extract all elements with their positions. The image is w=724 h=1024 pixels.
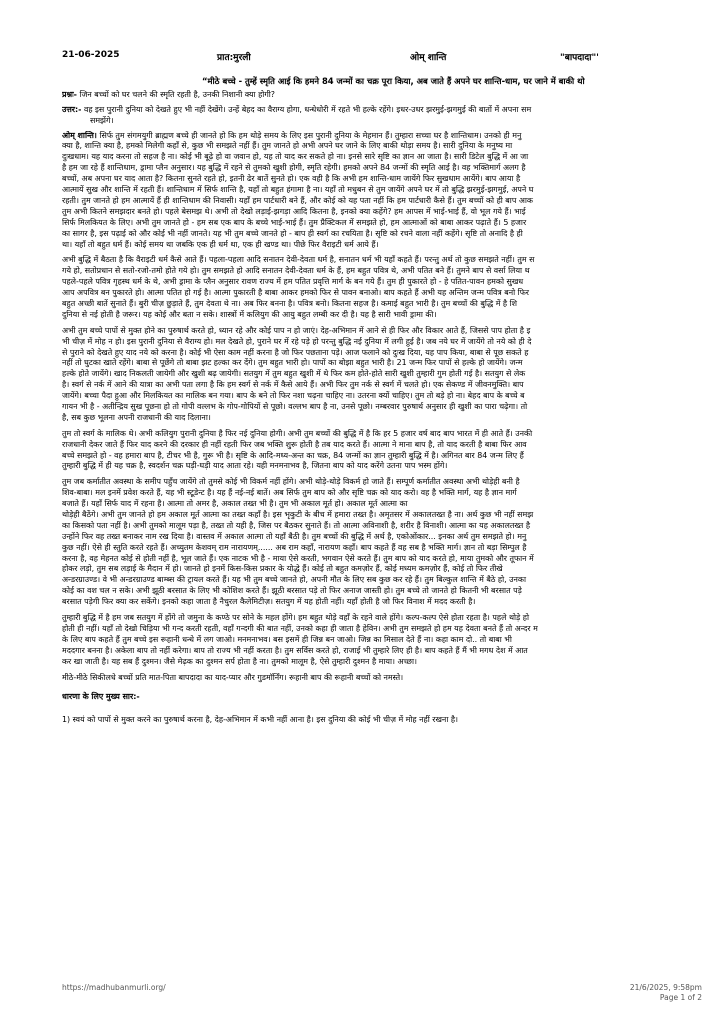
paragraph-line-text: आप अपवित्र बन पुकारते हो। आत्मा पतित हो गई है। आत्मा पुकारती है बाबा आकर हमको फिर से पावन बनाओ। बाप कहते हैं अभी यह अन्तिम जन्म पवित्र बनो फिर [62, 288, 530, 298]
paragraph-line-text: मददगार बनना है। अकेला बाप तो नहीं करेगा। बाप तो राज्य भी नहीं करता है। तुम सर्विस करते हो, राजाई भी तुम्हारे लिए ही है। बाप कहते हैं मैं भी मगध देश में आत [62, 645, 528, 655]
paragraph-line [62, 510, 702, 521]
paragraph-line-text: सिर्फ मिलकियत के लिए। अभी तुम जानते हो - हम सब एक बाप के बच्चे भाई-भाई हैं। तुम प्रैक्टिकल में समझते हो, हम आत्माओं को बाबा आकर पढ़ाते हैं। 5 हजार [62, 217, 527, 227]
paragraph-line [62, 477, 702, 488]
paragraph-line [62, 521, 702, 532]
paragraph-line-text: तुम तो स्वर्ग के मालिक थे। अभी कलियुग पुरानी दुनिया है फिर नई दुनिया होगी। अभी तुम बच्चों की बुद्धि में है कि हर 5 हजार वर्ष बाद बाप भारत में ही आते हैं। उनकी [62, 428, 533, 438]
paragraph-line [62, 646, 702, 657]
paragraph-line-text: होती ही नहीं। यहाँ तो देखो चिड़िया भी गन्द करती रहती, वहाँ गन्दगी की बात नहीं, उनको कहा ही जाता है हेविन। अभी तुम समझते हो हम यह देवता बनते हैं तो अन्दर म [62, 623, 538, 633]
paragraph-line-text: कर खा जाती है। यह सब हैं दुश्मन। जैसे मेढ़क का दुश्मन सर्प होता है ना। तुमको मालूम है, ऐसे तुम्हारी दुश्मन है माया। अच्छा। [62, 656, 418, 666]
paragraph-line-text: रहती। तुम जानते हो हम आत्मायें हैं ही शान्तिधाम की निवासी। यहाँ हम पार्टधारी बने हैं, और कोई को यह पता नहीं कि हम पार्टधारी कैसे हैं। तुम बच्चों को ही बाप आक [62, 195, 533, 205]
paragraph-line-text: गये हो, सतोप्रधान से सतो-रजो-तमो होते गये हो। तुम समझते हो आदि सनातन देवी-देवता धर्म के हैं, हम बहुत पवित्र थे, अभी पतित बने हैं। तुमने बाप से वर्सा लिया थ [62, 266, 530, 276]
paragraph-line-text: क्या है, शान्ति क्या है, हमको मिलेगी कहाँ से, कुछ भी समझते नहीं हैं। तुम जानते हो अभी अपने घर जाने के लिए बाकी थोड़ा समय है। सारी दुनिया के मनुष्य मा [62, 141, 513, 151]
paragraph [62, 477, 702, 608]
paragraph-line [62, 499, 702, 510]
paragraph-line-text: दुनिया से नई होती है जरूर। यह कोई और बता न सके। शास्त्रों में कलियुग की आयु बहुत लम्बी कर दी है। यह है सारी भावी ड्रामा की। [62, 309, 437, 319]
paragraph-line [62, 207, 702, 218]
paragraph-line-text: का सागर है, इस पढ़ाई को और कोई भी नहीं जानते। यह भी तुम बच्चे जानते हो - बाप ही स्वर्ग का रचयिता है। सृष्टि को रचने वाला नहीं कहेंगे। सृष्टि तो अनादि है ही [62, 228, 523, 238]
answer-label: उत्तर:- [62, 104, 82, 114]
paragraph [62, 613, 702, 667]
paragraph [62, 429, 702, 473]
paragraph-line [62, 277, 702, 288]
paragraph-line-text: तुम्हारी बुद्धि में ही यह चक्र है, स्वदर्शन चक्र घड़ी-घड़ी याद आता रहे। यही मनमनाभव है, जितना बाप को याद करेंगे उतना पाप भस्म होंगे। [62, 461, 448, 471]
paragraph-line [62, 348, 702, 359]
paragraph-line [62, 163, 702, 174]
paragraph-line-text: तुम जब कर्मातीत अवस्था के समीप पहुँच जायेंगे तो तुमसे कोई भी विकर्म नहीं होंगे। अभी थोड़े-थोड़े विकर्म हो जाते हैं। सम्पूर्ण कर्मातीत अवस्था अभी थोड़ेही बनी है [62, 477, 520, 487]
footer-page-number: Page 1 of 2 [659, 993, 702, 1002]
answer-line: वह इस पुरानी दुनिया को देखते हुए भी नहीं देखेंगे। उन्हें बेहद का वैराग्य होगा, धन्धेधोरी में रहते भी हल्के रहेंगे। इधर-उधर झरमुई-झगमुई की बातों में अपना सम [83, 104, 532, 114]
paragraph-line-text: का किसको पता नहीं है। अभी तुमको मालूम पड़ा है, तख्त तो यही है, जिस पर बैठकर सुनाते हैं। तो आत्मा अविनाशी है, शरीर है विनाशी। आत्मा का यह अकालतख्त है [62, 520, 531, 530]
paragraph-line [62, 597, 702, 608]
paragraph [62, 131, 702, 251]
paragraph-line-text: हल्के होते जायेंगे। खाद निकलती जायेगी और खुशी बढ़ जायेगी। सतयुग में तुम बहुत खुशी में थे फिर कम होते-होते सारी खुशी तुम्हारी गुम होती गई है। सतयुग से लेक [62, 369, 526, 379]
paragraph-line-text: तुम्हारी बुद्धि में है हम जब सतयुग में होंगे तो जमुना के कण्ठे पर सोने के महल होंगे। हम बहुत थोड़े वहाँ के रहने वाले होंगे। कल्प-कल्प ऐसे होता रहता है। पहले थोड़े हो [62, 613, 529, 622]
paragraph-line-text: भी चीज़ में मोह न हो। इस पुरानी दुनिया से वैराग्य हो। मल देखते हो, पुराने घर में रहे पड़े हो परन्तु बुद्धि नई दुनिया में लगी हुई है। जब नये घर में जायेंगे तो नये को ही दे [62, 336, 532, 346]
paragraph-line-text: अन्डरग्राउण्ड। वे भी अन्डरग्राउण्ड बाम्ब्स की ट्रायल करते हैं। यह भी तुम बच्चे जानते हो, अपनी मौत के लिए सब कुछ कर रहे हैं। तुम बिल्कुल शान्ति में बैठे हो, उनका [62, 575, 526, 585]
header-session: प्रात:मुरली [217, 53, 251, 63]
paragraph-line-text: आत्मायें सुख और शान्ति में रहती हैं। शान्तिधाम में सिर्फ शान्ति है, यहाँ तो बहुत हंगामा है ना। यहाँ तो मधुबन से तुम जायेंगे अपने घर में तो बुद्धि झरमुई-झगमुई, अपने घ [62, 185, 534, 195]
paragraph-line-text: तुम अभी कितने समझदार बनते हो। पहले बेसमझ थे। अभी तो देखो लड़ाई-झगड़ा आदि कितना है, इनको क्या कहेंगे? हम आपस में भाई-भाई हैं, वो भूल गये हैं। भाई [62, 206, 526, 216]
paragraph-line [62, 174, 702, 185]
paragraph-line-text: बच्चे समझते हो - वह हमारा बाप है, टीचर भी है, गुरू भी है। सृष्टि के आदि-मध्य-अन्त का चक्र, 84 जन्मों का ज्ञान तुम्हारी बुद्धि में है। अगिनत बार 84 जन्म लिए हैं [62, 450, 524, 460]
paragraph-line [62, 196, 702, 207]
answer [62, 105, 702, 127]
paragraph-line [62, 358, 702, 369]
paragraph-line [62, 413, 702, 424]
paragraph-line-text: के लिए बाप कहते हैं तुम बच्चे इस रूहानी धन्धे में लग जाओ। मनमनाभव। बस इसमें ही जिन्न बन जाओ। जिन्न का मिसाल देते हैं ना। कहा काम दो.. तो बाबा भी [62, 634, 512, 644]
paragraph-line-text: दुःखधाम। यह याद करना तो सहज है ना। कोई भी बूढ़े हो वा जवान हो, यह तो याद कर सकते हो ना। इनसे सारे सृष्टि का ज्ञान आ जाता है। सारी डिटेल बुद्धि में आ जा [62, 152, 529, 162]
paragraph-line-text: अभी तुम बच्चे पापों से मुक्त होने का पुरुषार्थ करते हो, ध्यान रहे और कोई पाप न हो जाएं। देह-अभिमान में आने से ही फिर और विकार आते हैं, जिससे पाप होता है इ [62, 325, 531, 335]
paragraph-line [62, 532, 702, 543]
question [62, 90, 702, 101]
paragraph-label: ओम् शान्ति। [62, 130, 97, 140]
paragraph-line-text: शिव-बाबा। मल इनमें प्रवेश करते हैं, यह भी स्टूडेन्ट है। यह हैं नई-नई बातें। अब सिर्फ तुम बाप को और सृष्टि चक्र को याद करो। वह है भक्ति मार्ग, यह है ज्ञान मार्ग [62, 488, 517, 498]
paragraph-line [62, 380, 702, 391]
paragraph-line-text: बरसात पड़ेगी फिर क्या कर सकेंगे। इनको कहा जाता है नैचुरल कैलेमिटीज़। सतयुग में यह होती नहीं। यहाँ होती है जो फिर विनाश में मदद करती है। [62, 597, 476, 607]
paragraph-line [62, 543, 702, 554]
paragraph-line [62, 391, 702, 402]
paragraph-line-text: था। यहाँ तो बहुत धर्म हैं। कोई समय था जबकि एक ही धर्म था, एक ही खण्ड था। पीछे फिर वैराइटी धर्म आये हैं। [62, 239, 379, 249]
paragraph-line [62, 635, 702, 646]
paragraph-line-text: राजधानी देकर जाते हैं फिर याद करने की दरकार ही नहीं रहती फिर जब भक्ति शुरू होती है तब याद करते हैं। आत्मा ने माना बाप है, तो याद करती है बाबा फिर आव [62, 439, 527, 449]
paragraph-line [62, 255, 702, 266]
paragraph-line [62, 310, 702, 321]
footer-datetime: 21/6/2025, 9:58pm [629, 983, 702, 992]
paragraph-line [62, 152, 702, 163]
paragraph-line [62, 451, 702, 462]
paragraph-line [62, 240, 702, 251]
paragraph-line-text: गायन भी है - अतीन्द्रिय सुख पूछना हो तो गोपी वल्लभ के गोप-गोपियों से पूछो। वल्लभ बाप है ना, उनसे पूछो। नम्बरवार पुरुषार्थ अनुसार ही खुशी का पारा चढ़ेगा। तो [62, 401, 528, 411]
paragraph-line-text: उन्होंने फिर वह तख्त बनाकर नाम रख दिया है। वास्तव में अकाल आत्मा तो यहाँ बैठी है। तुम बच्चों की बुद्धि में अर्थ है, एकोओंकार... इनका अर्थ तुम समझते हो। मनु [62, 531, 527, 541]
paragraph-line [62, 299, 702, 310]
paragraph-line-text: नहीं तो घुटका खाते रहेंगे। बाबा से पूछेंगे तो बाबा झट हल्का कर देंगे। तुम बहुत भारी हो। पापों का बोझा बहुत भारी है। 21 जन्म फिर पापों से हल्के हो जायेंगे। जन्म [62, 358, 523, 368]
footer-url[interactable]: https://madhubanmurli.org/ [62, 983, 166, 992]
paragraph-line [62, 185, 702, 196]
paragraph-line-text: अभी बुद्धि में बैठता है कि वैराइटी धर्म कैसे आते हैं। पहला-पहला आदि सनातन देवी-देवता धर्म है, सनातन धर्म भी यहाँ कहते हैं। परन्तु अर्थ तो कुछ समझते नहीं। तुम स [62, 255, 535, 265]
paragraph-line [62, 624, 702, 635]
document-body [62, 76, 702, 726]
paragraph-line-text: कोई का वश चल न सके। अभी झूठी बरसात के लिए भी कोशिश करते हैं। झूठी बरसात पड़े तो फिर अनाज जास्ती हो। तुम बच्चे तो जानते हो कितनी भी बरसात पड़े [62, 586, 522, 596]
paragraph-line [62, 440, 702, 451]
question-label: प्रश्नः- [62, 89, 77, 99]
paragraph-line [62, 266, 702, 277]
paragraph [62, 326, 702, 424]
answer-line: समझेंगे। [90, 115, 114, 125]
paragraph-line [62, 554, 702, 565]
paragraph-line-text: से पुराने को देखते हुए याद नये को करना है। कोई भी ऐसा काम नहीं करना है जो फिर पछताना पड़े। आज फलाने को दुःख दिया, यह पाप किया, बाबा से पूछ सकते ह [62, 347, 529, 357]
paragraph-line [62, 613, 702, 624]
paragraph-line-text: कुछ नहीं। ऐसे ही स्तुति करते रहते हैं। अच्युतम केशवम् राम नारायणम्...... अब राम कहाँ, नारायण कहाँ। बाप कहते हैं वह सब है भक्ति मार्ग। ज्ञान तो बड़ा सिम्पुल है [62, 542, 527, 552]
paragraph-line [62, 141, 702, 152]
paragraph-line-text: है, सब कुछ भूलना अपनी राजधानी की याद दिलाना। [62, 412, 211, 422]
paragraph-line [62, 575, 702, 586]
paragraph-line [62, 326, 702, 337]
paragraph-line-text: पहले-पहले पवित्र गृहस्थ धर्म के थे, अभी ड्रामा के प्लैन अनुसार रावण राज्य में हम पतित प्रवृत्ति मार्ग के बन गये हैं। तुम ही पुकारते हो - हे पतित-पावन हमको सुखध [62, 277, 524, 287]
paragraph-line-text: होकर लड़ो, तुम सब लड़ाई के मैदान में हो। जानते हो इनमें किस-किस प्रकार के योद्धे हैं। कोई तो बहुत कमज़ोर हैं, कोई मध्यम कमज़ोर हैं, कोई तो फिर तीखे [62, 564, 503, 574]
paragraph-line-text: करना है, वह मेहनत कोई से होती नहीं है, भूल जाते हैं। एक नाटक भी है - माया ऐसे करती, भगवान ऐसे करते हैं। तुम बाप को याद करते हो, माया तुमको और तूफान में [62, 553, 534, 563]
header-date: 21-06-2025 [62, 50, 120, 60]
paragraph-line [62, 229, 702, 240]
slogan: “मीठे बच्चे - तुम्हें स्मृति आई कि हमने 84 जन्मों का चक्र पूरा किया, अब जाते हैं अपने घर शान्ति-धाम, घर जाने में बाकी थो [202, 76, 585, 86]
paragraph-line [62, 657, 702, 668]
paragraph-line-text: बजाते हैं। यहाँ सिर्फ याद में रहना है। आत्मा तो अमर है, अकाल तख्त भी है। तुम भी अकाल मूर्त हो। अकाल मूर्त आत्मा का [62, 499, 408, 509]
header-om-shanti: ओम् शान्ति [410, 53, 447, 63]
page-header [62, 50, 702, 66]
paragraph-line [62, 564, 702, 575]
paragraph-line [62, 369, 702, 380]
paragraph-line [62, 131, 702, 142]
paragraph-line-text: थोड़ेही बैठेंगे। अभी तुम जानते हो हम अकाल मूर्त आत्मा का तख्त कहाँ है। इस भृकुटी के बीच में हमारा तख्त है। अमृतसर में अकालतख्त है ना। अर्थ कुछ भी नहीं समझ [62, 509, 534, 519]
closing-line: मीठे-मीठे सिकीलधे बच्चों प्रति मात-पिता बापदादा का याद-प्यार और गुडमॉर्निंग। रूहानी बाप की रूहानी बच्चों को नमस्ते। [62, 673, 404, 683]
paragraph-line-text: सिर्फ तुम संगमयुगी ब्राह्मण बच्चे ही जानते हो कि हम थोड़े समय के लिए इस पुरानी दुनिया के मेहमान हैं। तुम्हारा सच्चा घर है शान्तिधाम। उनको ही मनु [99, 130, 522, 140]
paragraph-line [62, 461, 702, 472]
paragraph-line-text: जायेंगे। बच्चा पैदा हुआ और मिलकियत का मालिक बन गया। बाप के बने तो फिर नशा चढ़ना चाहिए ना। उतरना क्यों चाहिए। तुम तो बड़े हो ना। बेहद बाप के बच्चे ब [62, 391, 525, 401]
paragraph-line [62, 288, 702, 299]
question-text: जिन बच्चों को घर चलने की स्मृति रहती है, उनकी निशानी क्या होगी? [79, 89, 275, 99]
header-bapdada: "बापदादा"' [560, 53, 599, 63]
paragraph-line-text: है। स्वर्ग से नर्क में आने की यात्रा का अभी पता लगा है कि हम स्वर्ग से नर्क में कैसे आये हैं। अभी फिर तुम नर्क से स्वर्ग में चलते हो। एक सेकण्ड में जीवनमुक्ति। बाप [62, 380, 524, 390]
paragraphs [62, 131, 702, 668]
paragraph-line [62, 488, 702, 499]
paragraph [62, 255, 702, 320]
paragraph-line-text: बच्चों, अब अपना घर याद आता है? कितना सुनते रहते हो, इतनी ढेर बातें सुनते हो। एक वही है कि अभी हम शान्ति-धाम जायेंगे फिर सुखधाम आयेंगे। बाप आया है [62, 174, 521, 184]
paragraph-line-text: है हम जा रहे हैं शान्तिधाम, ड्रामा प्लैन अनुसार। यह बुद्धि में रहने से तुमको खुशी होगी, स्मृति रहेगी। हमको अपने 84 जन्मों की स्मृति आई है। वह भक्तिमार्ग अलग है [62, 163, 526, 173]
paragraph-line [62, 429, 702, 440]
paragraph-line-text: बहुत अच्छी बातें सुनाते हैं। बुरी चीज़ छुड़ाते हैं, तुम देवता थे ना। अब फिर बनना है। पवित्र बनो। कितना सहज है। कमाई बहुत भारी है। तुम बच्चों की बुद्धि में है शि [62, 298, 518, 308]
paragraph-line [62, 337, 702, 348]
paragraph-line [62, 586, 702, 597]
dharna-point: 1) स्वयं को पापों से मुक्त करने का पुरुषार्थ करना है, देह-अभिमान में कभी नहीं आना है। इस दुनिया की कोई भी चीज़ में मोह नहीं रखना है। [62, 715, 459, 725]
paragraph-line [62, 402, 702, 413]
dharna-heading: धारणा के लिए मुख्य सार:- [62, 692, 140, 702]
paragraph-line [62, 218, 702, 229]
